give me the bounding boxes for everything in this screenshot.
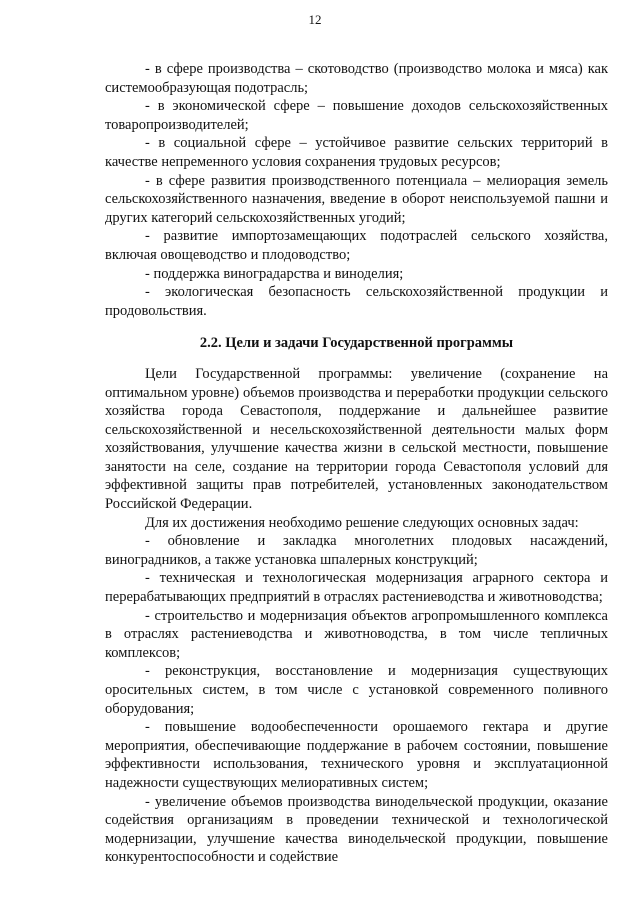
directions-list	[105, 60, 608, 320]
list-item: - увеличение объемов производства винодельческой продукции, оказание содействия организациям в проведении технической и технологической модернизации, улучшение качества винодельческой продукции, повышение конкурентоспособности и содействие	[105, 793, 608, 866]
tasks-intro: Для их достижения необходимо решение следующих основных задач:	[145, 514, 579, 531]
list-item: - повышение водообеспеченности орошаемого гектара и другие мероприятия, обеспечивающие поддержание в рабочем состоянии, повышение эффективности использования, технического уровня и эксплуатационной надежности существующих мелиоративных систем;	[105, 719, 608, 791]
list-item: - в экономической сфере – повышение доходов сельскохозяйственных товаропроизводителей;	[105, 98, 608, 133]
page-number: 12	[308, 12, 322, 27]
list-item: - обновление и закладка многолетних плодовых насаждений, виноградников, а также установка шпалерных конструкций;	[105, 533, 608, 568]
list-item: - реконструкция, восстановление и модернизация существующих оросительных систем, в том числе с установкой современного поливного оборудования;	[105, 663, 608, 717]
list-item: - в социальной сфере – устойчивое развитие сельских территорий в качестве непременного условия сохранения трудовых ресурсов;	[105, 135, 608, 170]
list-item: - техническая и технологическая модернизация аграрного сектора и перерабатывающих предприятий в отраслях растениеводства и животноводства;	[105, 570, 608, 606]
list-item: - поддержка виноградарства и виноделия;	[145, 265, 404, 282]
list-item: - экологическая безопасность сельскохозяйственной продукции и продовольствия.	[105, 284, 608, 319]
section-heading: 2.2. Цели и задачи Государственной программы	[199, 335, 514, 352]
list-item: - строительство и модернизация объектов агропромышленного комплекса в отраслях растениеводства и животноводства, в том числе тепличных комплексов;	[105, 607, 608, 661]
tasks-list	[105, 532, 608, 867]
list-item: - в сфере производства – скотоводство (производство молока и мяса) как системообразующая подотрасль;	[105, 61, 608, 96]
document-body	[105, 60, 608, 867]
list-item: - развитие импортозамещающих подотраслей сельского хозяйства, включая овощеводство и плодоводство;	[105, 228, 608, 263]
list-item: - в сфере развития производственного потенциала – мелиорация земель сельскохозяйственного назначения, введение в оборот неиспользуемой пашни и других категорий сельскохозяйственных угодий;	[105, 172, 608, 226]
goals-paragraph: Цели Государственной программы: увеличение (сохранение на оптимальном уровне) объемов производства и переработки продукции сельского хозяйства города Севастополя, поддержание и дальнейшее развитие сельскохозяйственной и несельскохозяйственной деятельности малых форм хозяйствования, улучшение качества жизни в сельской местности, повышение занятости на селе, создание на территории города Севастополя условий для эффективной защиты прав потребителей, установленных законодательством Российской Федерации.	[105, 365, 608, 513]
